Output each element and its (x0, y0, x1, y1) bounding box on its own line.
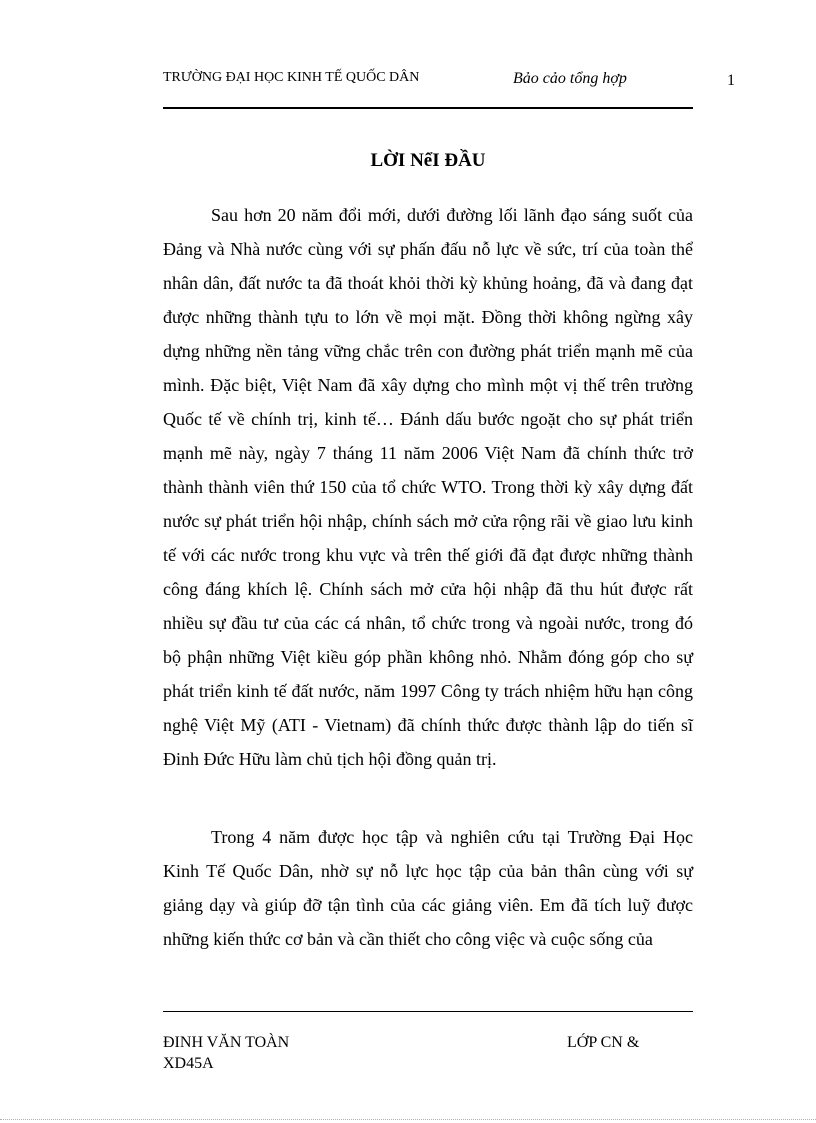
page-header (163, 70, 693, 94)
footer-divider (163, 1011, 693, 1012)
header-divider (163, 107, 693, 109)
footer-class-line1: LỚP CN & (567, 1034, 640, 1051)
school-name: TRƯỜNG ĐẠI HỌC KINH TẾ QUỐC DÂN (163, 70, 420, 85)
page-boundary (0, 1119, 816, 1120)
footer-class-line2: XD45A (163, 1055, 214, 1072)
footer-author: ĐINH VĂN TOÀN (163, 1034, 290, 1051)
page-number: 1 (727, 72, 735, 89)
report-title: Bảo cảo tổng hợp (513, 70, 627, 87)
paragraph-1: Sau hơn 20 năm đổi mới, dưới đường lối lãnh đạo sáng suốt của Đảng và Nhà nước cùng với sự phấn đấu nỗ lực về sức, trí của toàn thể nhân dân, đất nước ta đã thoát khỏi thời kỳ khủng hoảng, đã và đang đạt được những thành tựu to lớn về mọi mặt. Đồng thời không ngừng xây dựng những nền tảng vững chắc trên con đường phát triển mạnh mẽ của mình. Đặc biệt, Việt Nam đã xây dựng cho mình một vị thế trên trường Quốc tế về chính trị, kinh tế… Đánh dấu bước ngoặt cho sự phát triển mạnh mẽ này, ngày 7 tháng 11 năm 2006 Việt Nam đã chính thức trở thành thành viên thứ 150 của tổ chức WTO. Trong thời kỳ xây dựng đất nước sự phát triển hội nhập, chính sách mở cửa rộng rãi về giao lưu kinh tế với các nước trong khu vực và trên thế giới đã đạt được những thành công đáng khích lệ. Chính sách mở cửa hội nhập đã thu hút được rất nhiều sự đầu tư của các cá nhân, tổ chức trong và ngoài nước, trong đó bộ phận những Việt kiều góp phần không nhỏ. Nhằm đóng góp cho sự phát triển kinh tế đất nước, năm 1997 Công ty trách nhiệm hữu hạn công nghệ Việt Mỹ (ATI - Vietnam) đã chính thức được thành lập do tiến sĩ Đinh Đức Hữu làm chủ tịch hội đồng quản trị. (163, 205, 693, 769)
paragraph-2: Trong 4 năm được học tập và nghiên cứu tại Trường Đại Học Kinh Tế Quốc Dân, nhờ sự nỗ lực học tập của bản thân cùng với sự giảng dạy và giúp đỡ tận tình của các giảng viên. Em đã tích luỹ được những kiến thức cơ bản và cần thiết cho công việc và cuộc sống của (163, 827, 693, 949)
document-title: LỜI NểI ĐẦU (370, 150, 486, 171)
